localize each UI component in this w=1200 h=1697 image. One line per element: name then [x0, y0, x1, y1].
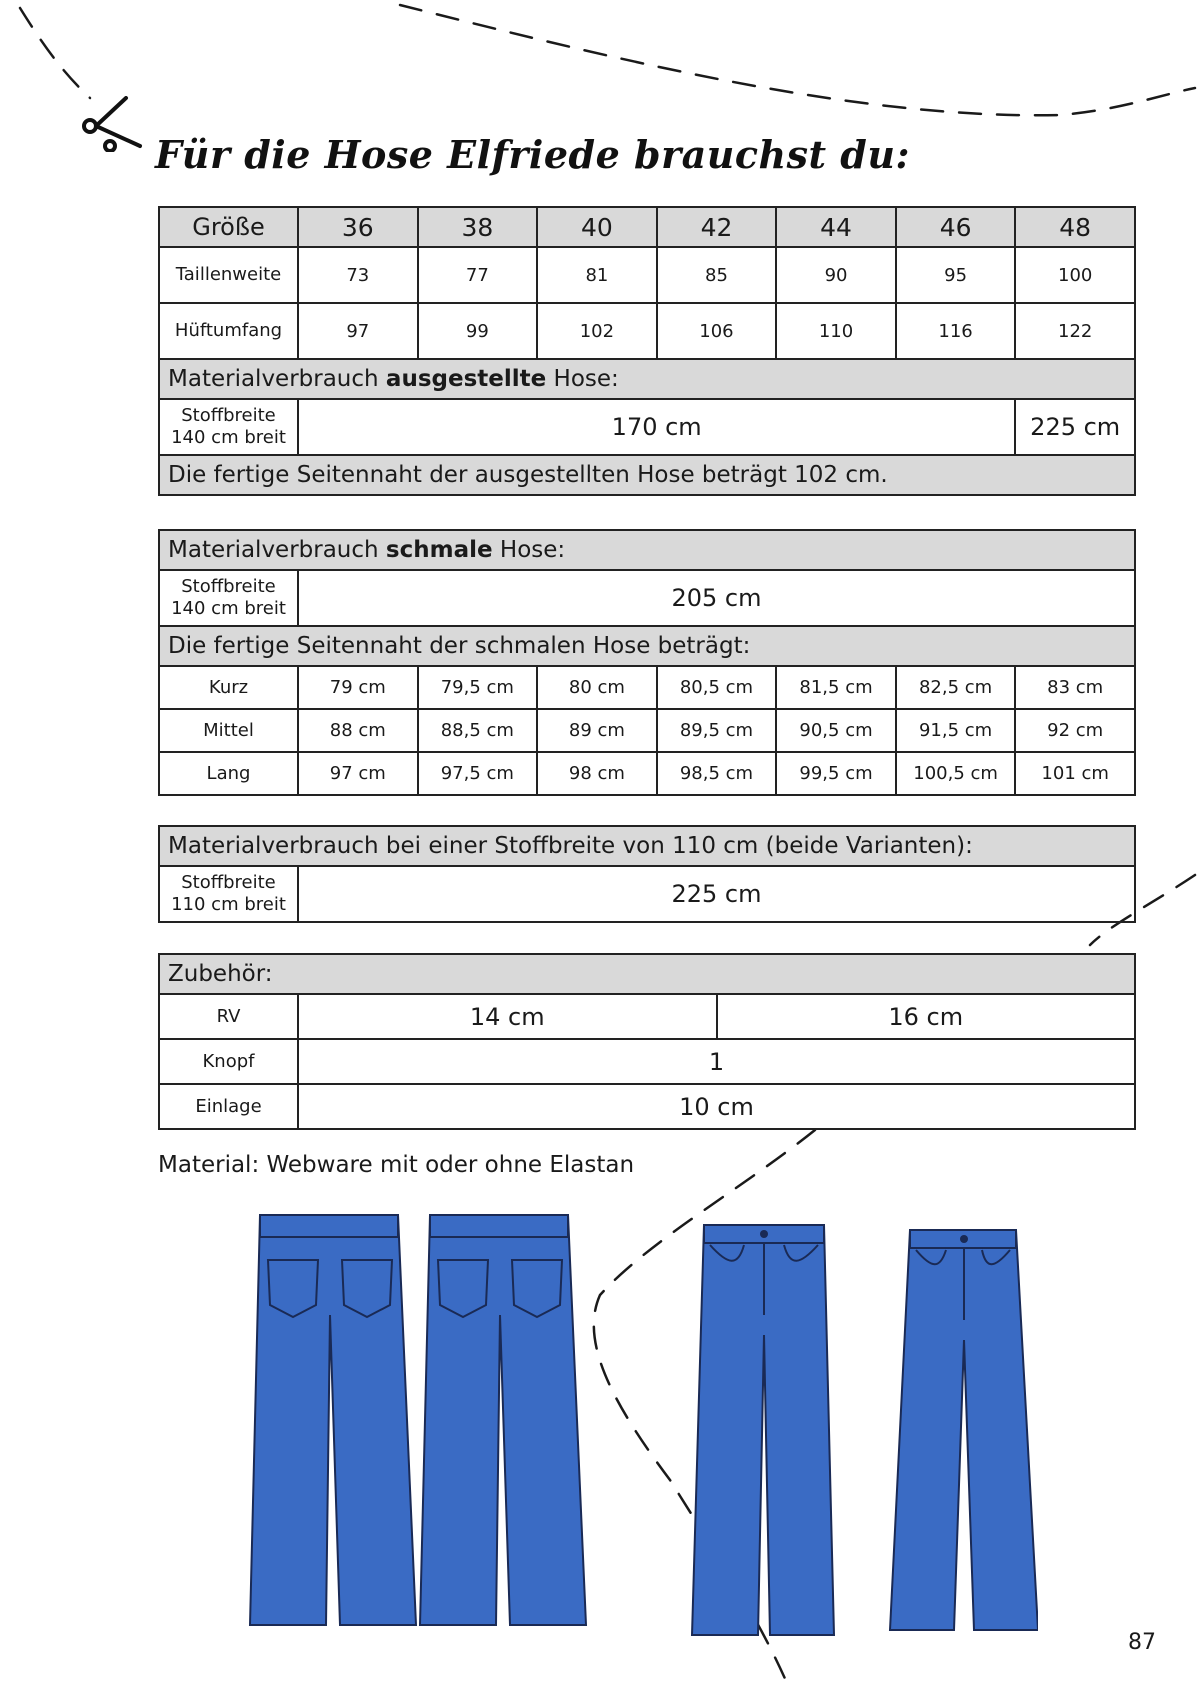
- accessories-heading-row: [159, 954, 1135, 994]
- size-48: 48: [1015, 207, 1135, 247]
- waist-value: 90: [776, 247, 896, 303]
- waist-value: 95: [896, 247, 1016, 303]
- flared-note-row: [159, 455, 1135, 495]
- waist-label: Taillenweite: [159, 247, 298, 303]
- waist-value: 100: [1015, 247, 1135, 303]
- hip-value: 106: [657, 303, 777, 359]
- interfacing-value: 10 cm: [298, 1084, 1135, 1129]
- page-title: Für die Hose Elfriede brauchst du:: [155, 132, 911, 177]
- size-42: 42: [657, 207, 777, 247]
- length-value: 91,5 cm: [896, 709, 1016, 752]
- length-value: 81,5 cm: [776, 666, 896, 709]
- hip-row: [159, 303, 1135, 359]
- length-value: 97,5 cm: [418, 752, 538, 795]
- flared-fabric-value-48: 225 cm: [1015, 399, 1135, 455]
- slim-heading: Materialverbrauch schmale Hose:: [159, 530, 1135, 570]
- slim-pants-front-illustration: [688, 1205, 838, 1640]
- slim-seam-note: Die fertige Seitennaht der schmalen Hose beträgt:: [159, 626, 1135, 666]
- slim-fabric-row: [159, 570, 1135, 626]
- length-value: 79,5 cm: [418, 666, 538, 709]
- length-value: 80,5 cm: [657, 666, 777, 709]
- waist-value: 85: [657, 247, 777, 303]
- length-value: 79 cm: [298, 666, 418, 709]
- waist-value: 77: [418, 247, 538, 303]
- zipper-value-long: 16 cm: [717, 994, 1136, 1039]
- flared-pants-back-illustration: [418, 1205, 588, 1630]
- zipper-row: [159, 994, 1135, 1039]
- hip-value: 110: [776, 303, 896, 359]
- flared-pants-front-illustration: [888, 1205, 1038, 1635]
- length-label: Mittel: [159, 709, 298, 752]
- flared-seam-note: Die fertige Seitennaht der ausgestellten Hose beträgt 102 cm.: [159, 455, 1135, 495]
- hip-value: 116: [896, 303, 1016, 359]
- length-value: 88,5 cm: [418, 709, 538, 752]
- accessories-heading: Zubehör:: [159, 954, 1135, 994]
- slim-table: [158, 529, 1136, 796]
- size-table: [158, 206, 1136, 496]
- button-row: [159, 1039, 1135, 1084]
- fabric-width-label: Stoffbreite 110 cm breit: [159, 866, 298, 922]
- length-label: Kurz: [159, 666, 298, 709]
- slim-note-row: [159, 626, 1135, 666]
- fabric-width-label: Stoffbreite 140 cm breit: [159, 570, 298, 626]
- narrow-fabric-value: 225 cm: [298, 866, 1135, 922]
- length-value: 80 cm: [537, 666, 657, 709]
- flared-heading-row: [159, 359, 1135, 399]
- page-number: 87: [1128, 1630, 1156, 1655]
- accessories-table: [158, 953, 1136, 1130]
- flared-pants-back-illustration: [248, 1205, 418, 1630]
- length-row-medium: [159, 709, 1135, 752]
- length-value: 99,5 cm: [776, 752, 896, 795]
- length-value: 98 cm: [537, 752, 657, 795]
- narrow-fabric-table: [158, 825, 1136, 923]
- length-value: 101 cm: [1015, 752, 1135, 795]
- size-38: 38: [418, 207, 538, 247]
- length-label: Lang: [159, 752, 298, 795]
- size-header-label: Größe: [159, 207, 298, 247]
- size-40: 40: [537, 207, 657, 247]
- interfacing-label: Einlage: [159, 1084, 298, 1129]
- hip-value: 122: [1015, 303, 1135, 359]
- length-value: 98,5 cm: [657, 752, 777, 795]
- narrow-fabric-row: [159, 866, 1135, 922]
- length-value: 90,5 cm: [776, 709, 896, 752]
- waist-value: 81: [537, 247, 657, 303]
- hip-value: 102: [537, 303, 657, 359]
- zipper-label: RV: [159, 994, 298, 1039]
- button-value: 1: [298, 1039, 1135, 1084]
- material-note: Material: Webware mit oder ohne Elastan: [158, 1152, 635, 1178]
- size-46: 46: [896, 207, 1016, 247]
- size-header-row: [159, 207, 1135, 247]
- zipper-value-short: 14 cm: [298, 994, 717, 1039]
- length-value: 88 cm: [298, 709, 418, 752]
- length-row-short: [159, 666, 1135, 709]
- hip-value: 99: [418, 303, 538, 359]
- hip-value: 97: [298, 303, 418, 359]
- length-value: 92 cm: [1015, 709, 1135, 752]
- size-44: 44: [776, 207, 896, 247]
- interfacing-row: [159, 1084, 1135, 1129]
- length-value: 97 cm: [298, 752, 418, 795]
- size-36: 36: [298, 207, 418, 247]
- length-value: 89 cm: [537, 709, 657, 752]
- length-value: 100,5 cm: [896, 752, 1016, 795]
- length-row-long: [159, 752, 1135, 795]
- length-value: 83 cm: [1015, 666, 1135, 709]
- narrow-heading-row: [159, 826, 1135, 866]
- length-value: 82,5 cm: [896, 666, 1016, 709]
- waist-value: 73: [298, 247, 418, 303]
- flared-fabric-row: [159, 399, 1135, 455]
- fabric-width-label: Stoffbreite 140 cm breit: [159, 399, 298, 455]
- hip-label: Hüftumfang: [159, 303, 298, 359]
- slim-fabric-value: 205 cm: [298, 570, 1135, 626]
- flared-heading: Materialverbrauch ausgestellte Hose:: [159, 359, 1135, 399]
- scissors-icon: [82, 96, 144, 152]
- slim-heading-row: [159, 530, 1135, 570]
- narrow-fabric-heading: Materialverbrauch bei einer Stoffbreite von 110 cm (beide Varianten):: [159, 826, 1135, 866]
- waist-row: [159, 247, 1135, 303]
- button-label: Knopf: [159, 1039, 298, 1084]
- length-value: 89,5 cm: [657, 709, 777, 752]
- flared-fabric-value: 170 cm: [298, 399, 1015, 455]
